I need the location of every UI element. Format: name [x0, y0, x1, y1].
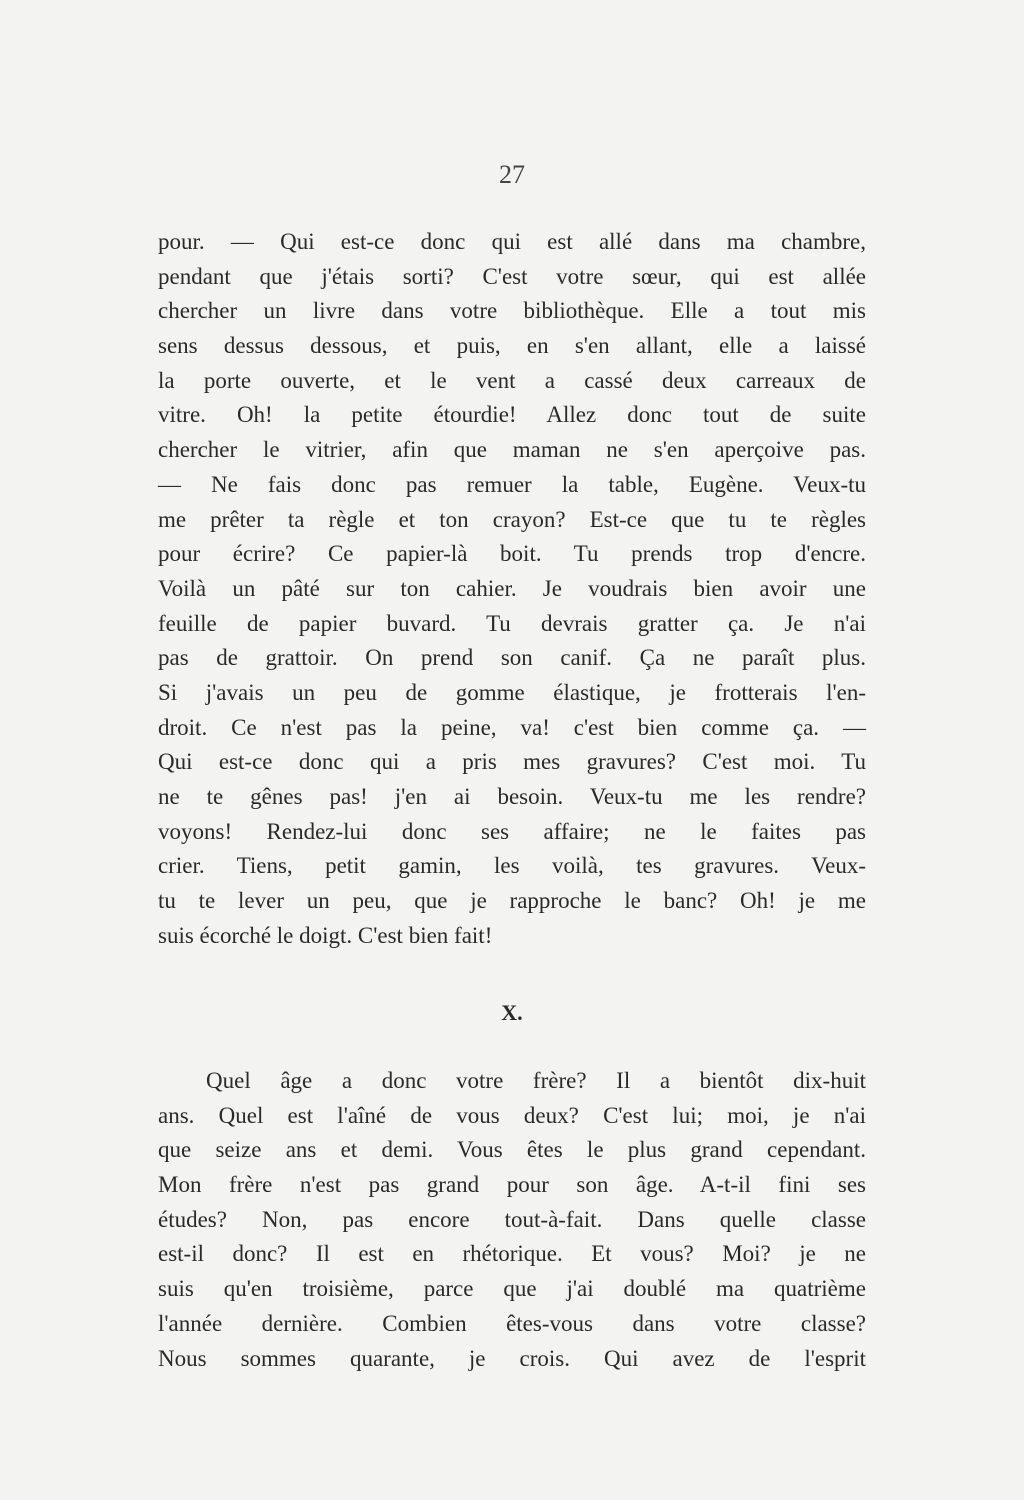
- text-line: feuille de papier buvard. Tu devrais gratter ça. Je n'ai: [158, 610, 866, 636]
- text-line: tu te lever un peu, que je rapproche le banc? Oh! je me: [158, 888, 866, 914]
- text-line: ans. Quel est l'aîné de vous deux? C'est lui; moi, je n'ai: [158, 1102, 866, 1128]
- text-line: est-il donc? Il est en rhétorique. Et vous? Moi? je ne: [158, 1241, 866, 1267]
- text-line: — Ne fais donc pas remuer la table, Eugène. Veux-tu: [158, 471, 866, 497]
- text-line: droit. Ce n'est pas la peine, va! c'est bien comme ça. —: [158, 714, 866, 740]
- text-line: pour. — Qui est-ce donc qui est allé dans ma chambre,: [158, 229, 866, 254]
- text-line: la porte ouverte, et le vent a cassé deux carreaux de: [158, 367, 866, 393]
- text-line: pas de grattoir. On prend son canif. Ça ne paraît plus.: [158, 645, 866, 671]
- text-line: crier. Tiens, petit gamin, les voilà, tes gravures. Veux-: [158, 853, 866, 879]
- text-line: ne te gênes pas! j'en ai besoin. Veux-tu me les rendre?: [158, 784, 866, 809]
- text-line: chercher le vitrier, afin que maman ne s'en aperçoive pas.: [158, 437, 866, 463]
- text-block-section-1: [158, 225, 866, 953]
- text-line: pendant que j'étais sorti? C'est votre sœur, qui est allée: [158, 263, 866, 289]
- section-heading: X.: [501, 1000, 523, 1025]
- text-line: que seize ans et demi. Vous êtes le plus grand cependant.: [158, 1137, 866, 1163]
- text-line: voyons! Rendez-lui donc ses affaire; ne le faites pas: [158, 818, 866, 844]
- text-line: Mon frère n'est pas grand pour son âge. A-t-il fini ses: [158, 1172, 866, 1198]
- text-line: études? Non, pas encore tout-à-fait. Dans quelle classe: [158, 1206, 866, 1232]
- text-line: Qui est-ce donc qui a pris mes gravures? C'est moi. Tu: [158, 749, 866, 775]
- text-line: sens dessus dessous, et puis, en s'en allant, elle a laissé: [158, 333, 866, 359]
- text-line: suis écorché le doigt. C'est bien fait!: [158, 922, 493, 948]
- text-line: pour écrire? Ce papier-là boit. Tu prends trop d'encre.: [158, 541, 866, 567]
- text-block-section-2: [158, 1064, 866, 1376]
- text-line: Quel âge a donc votre frère? Il a bientôt dix-huit: [206, 1068, 866, 1093]
- text-line: vitre. Oh! la petite étourdie! Allez donc tout de suite: [158, 402, 866, 428]
- text-line: Nous sommes quarante, je crois. Qui avez de l'esprit: [158, 1345, 866, 1371]
- text-line: Voilà un pâté sur ton cahier. Je voudrais bien avoir une: [158, 575, 866, 601]
- page-number: 27: [499, 160, 525, 189]
- text-line: me prêter ta règle et ton crayon? Est-ce que tu te règles: [158, 506, 866, 532]
- text-line: suis qu'en troisième, parce que j'ai doublé ma quatrième: [158, 1276, 866, 1302]
- text-line: Si j'avais un peu de gomme élastique, je frotterais l'en-: [158, 679, 866, 705]
- text-line: l'année dernière. Combien êtes-vous dans votre classe?: [158, 1310, 866, 1336]
- text-line: chercher un livre dans votre bibliothèque. Elle a tout mis: [158, 298, 866, 324]
